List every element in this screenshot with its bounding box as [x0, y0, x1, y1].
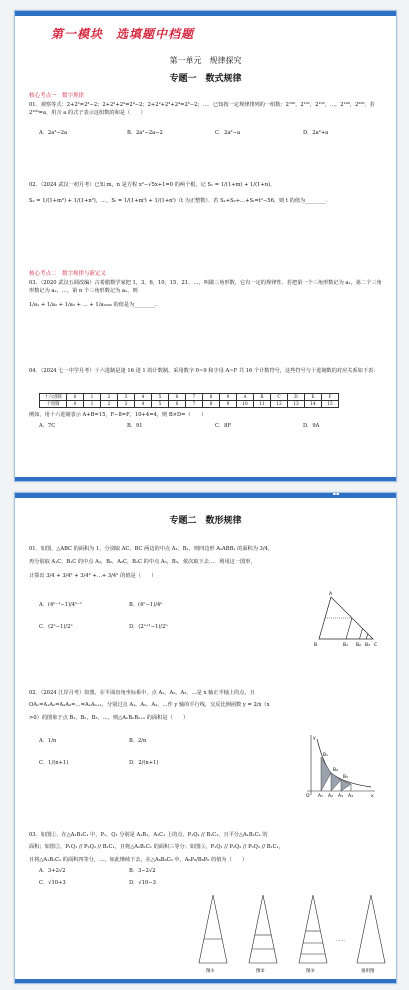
decimal-cell: 6: [169, 401, 186, 408]
label-b2: B₂: [356, 643, 361, 647]
label-a4: A₄: [348, 794, 353, 797]
option-c: C．(2ⁿ−1)/2ⁿ: [39, 624, 73, 630]
question-2: 02．（2024 江岸月考）如图，在平面直角坐标系中，点 A₁，A₂，A₃，…是 x 轴正半轴上的点，且 OA₁=A₁A₂=A₂A₃=…=AₙAₙ₊₁，分别过点 A₁，A₂，A₃，…作 y 轴的平行线，交反比例函数 y = 2/x（x >0）的图象于点 B₁，B₂，B₃，…，则△AₙBₙBₙ₊₁ 的面积是（ ）: [29, 690, 270, 721]
option-a: A．1/n: [39, 738, 57, 744]
decimal-cell: 14: [305, 401, 322, 408]
decimal-cell: 3: [118, 401, 135, 408]
page-bottom-bar: [15, 477, 396, 481]
origin-label: O: [306, 794, 310, 797]
question-1-options: [29, 129, 383, 137]
decimal-cell: 0: [67, 401, 84, 408]
hex-cell: C: [271, 394, 288, 401]
question-2-options: [29, 737, 229, 771]
decimal-cell: 15: [322, 401, 339, 408]
hex-cell: 5: [152, 394, 169, 401]
hex-table: [39, 393, 339, 408]
worksheet-page-2: [14, 492, 397, 984]
option-c: C．1/(n+1): [39, 760, 69, 766]
label-b3: B₃: [365, 643, 370, 647]
axis-y-label: y: [313, 736, 316, 741]
option-b: B．3−2√2: [129, 868, 156, 874]
question-3: 03．（2020 武汉五调改编）古希腊数学家把 1，3，6，10，15，21，…，叫做三角形数，它有一定的规律性．若把第一个三角形数记为 a₁，第二个三角形数记为 a₂，…，第 n 个三角形数记为 aₙ，则 1/a₁ + 1/a₂ + 1/a₃ + … + 1/a₂₀₀₀ 的值是为________.: [29, 280, 382, 308]
question-3-options: [29, 867, 199, 891]
inverse-function-figure: [297, 733, 377, 797]
unit-title: 第一单元 规律探究: [169, 56, 242, 65]
hex-cell: 8: [203, 394, 220, 401]
option-d: D．9A: [303, 423, 320, 429]
option-b: B．2a²−2a−2: [127, 130, 163, 136]
page-bottom-bar: [15, 979, 396, 983]
decimal-cell: 7: [186, 401, 203, 408]
triangle-partition-figures: [191, 889, 391, 975]
label-a: A: [329, 592, 333, 597]
option-a: A．2a²−2a: [39, 130, 68, 136]
option-a: A．7C: [39, 423, 56, 429]
label-a3: A₃: [338, 794, 343, 797]
label-a1: A₁: [318, 794, 323, 797]
core-point-2: 核心考点二 数字规律与新定义: [29, 271, 107, 277]
option-b: B．(4ⁿ−1)/4ⁿ: [129, 602, 163, 608]
option-b: B．91: [127, 423, 143, 429]
hex-cell: F: [322, 394, 339, 401]
hex-cell: 7: [186, 394, 203, 401]
hex-cell: E: [305, 394, 322, 401]
hex-cell: D: [288, 394, 305, 401]
decimal-header: 十进制: [40, 401, 67, 408]
decimal-cell: 5: [152, 401, 169, 408]
hex-cell: 6: [169, 394, 186, 401]
page-badge: ▪▪: [324, 492, 348, 498]
label-b: B: [314, 643, 318, 647]
label-a2: A₂: [328, 794, 333, 797]
axis-x-label: x: [371, 794, 374, 797]
label-b1: B₁: [323, 753, 328, 758]
label-b2: B₂: [333, 768, 338, 773]
svg-text:……: ……: [336, 938, 345, 943]
hex-cell: 9: [220, 394, 237, 401]
figure-3-caption: 图③: [306, 969, 315, 974]
decimal-cell: 2: [101, 401, 118, 408]
option-d: D．2/(n+1): [129, 760, 159, 766]
question-3: 03．如图①，在△A₁B₁C₁ 中，P₁，Q₁ 分别是 A₁B₁，A₁C₁ 上的点，P₁Q₁ // B₁C₁，且平分△A₁B₁C₁ 的 面积；如图②，P₁Q₁ // P₂Q₂ // B₁C₁，且将△A₁B₁C₁ 的面积三等分；如图③，P₁Q₁ // P₂Q₂ // P₃Q₃ // B₁C₁， 且将△A₁B₁C₁ 的面积四等分，…，如此继续下去，在△A₆B₆C₆ 中，A₆P₆/B₆P₆ 的值为（ ）: [29, 832, 284, 863]
option-a: A．3+2√2: [39, 868, 66, 874]
hex-cell: 0: [67, 394, 84, 401]
label-b3: B₃: [343, 775, 348, 780]
page-top-bar: [15, 11, 396, 16]
question-1: 01．如图，△ABC 的面积为 1，分别取 AC，BC 两边的中点 A₁，B₁，则四边形 A₁ABB₁ 的面积为 3/4， 再分别取 A₁C，B₁C 的中点 A₂，B₂，A₂C，B₂C 的中点 A₃，B₃，依次取下去…．利用这一图形， 计算出 3/4 + 3/4² + 3/4³ +…+ 3/4ⁿ 的值是（ ）: [29, 546, 274, 579]
decimal-cell: 12: [271, 401, 288, 408]
spare-figure-caption: 备用图: [361, 969, 375, 974]
option-c: C．2a²−a: [215, 130, 241, 136]
hex-row: [40, 394, 339, 401]
option-d: D．(2ⁿ⁺¹−1)/2ⁿ: [129, 624, 168, 630]
option-b: B．2/n: [129, 738, 147, 744]
figure-1-caption: 图①: [206, 969, 215, 974]
module-title: 第一模块 选填题中档题: [51, 27, 195, 41]
decimal-cell: 1: [84, 401, 101, 408]
decimal-cell: 13: [288, 401, 305, 408]
topic-title: 专题二 数形规律: [169, 516, 242, 526]
question-4: 04．（2024 七一中学月考）十六进制是逢 16 进 1 的计数制，采用数字 0~9 和字母 A~F 共 16 个计数符号，这些符号与十进制数的对应关系如下表：: [29, 368, 379, 374]
option-d: D．2a²+a: [303, 130, 329, 136]
core-point-1: 核心考点一 数字规律: [29, 93, 85, 99]
question-1: 01．观察等式：2+2²=2³−2；2+2²+2³=2⁴−2；2+2²+2³+2⁴=2⁵−2；…．已知按一定规律排列的一组数：2¹⁰⁰，2¹⁰¹，2¹⁰²，…，2¹⁹⁹，2²⁰⁰．若 2¹⁰⁰=a，用含 a 的式子表示这组数的和是（ ）: [29, 102, 375, 117]
option-c: C．8F: [215, 423, 232, 429]
option-d: D．√10−3: [129, 880, 156, 886]
question-1-options: [29, 601, 229, 635]
topic-title: 专题一 数式规律: [169, 74, 242, 84]
decimal-cell: 9: [220, 401, 237, 408]
hex-cell: 4: [135, 394, 152, 401]
question-4-options: [29, 422, 383, 430]
hex-cell: 3: [118, 394, 135, 401]
hex-cell: B: [254, 394, 271, 401]
hex-cell: 2: [101, 394, 118, 401]
hex-cell: A: [237, 394, 254, 401]
worksheet-page-1: [14, 10, 397, 482]
figure-2-caption: 图②: [256, 969, 265, 974]
hex-cell: 1: [84, 394, 101, 401]
decimal-cell: 4: [135, 401, 152, 408]
label-c: C: [374, 643, 378, 647]
option-c: C．√10+3: [39, 880, 66, 886]
decimal-cell: 8: [203, 401, 220, 408]
decimal-cell: 10: [237, 401, 254, 408]
question-2: 02．（2024 武汉一初月考）已知 m，n 是方程 x²−√5x+1=0 的两个根，记 S₁ = 1/(1+m) + 1/(1+n)， S₂ = 1/(1+m²) + 1/(1+n²)，…，Sₜ = 1/(1+mᵗ) + 1/(1+nᵗ)（t 为正整数）．若 S₁+S₂+…+Sₜ=t²−56，则 t 的值为________.: [29, 182, 328, 205]
triangle-midpoint-figure: [311, 589, 383, 647]
decimal-cell: 11: [254, 401, 271, 408]
decimal-row: [40, 401, 339, 408]
question-4-example: 例如，用十六进制表示 A+B=15，F−8=F，10+4=4，则 B×D=（ ）: [29, 412, 207, 418]
label-b1: B₁: [343, 643, 348, 647]
option-a: A．(4ⁿ⁻¹−1)/4ⁿ⁻¹: [39, 602, 83, 608]
hex-header: 十六进制: [40, 394, 67, 401]
